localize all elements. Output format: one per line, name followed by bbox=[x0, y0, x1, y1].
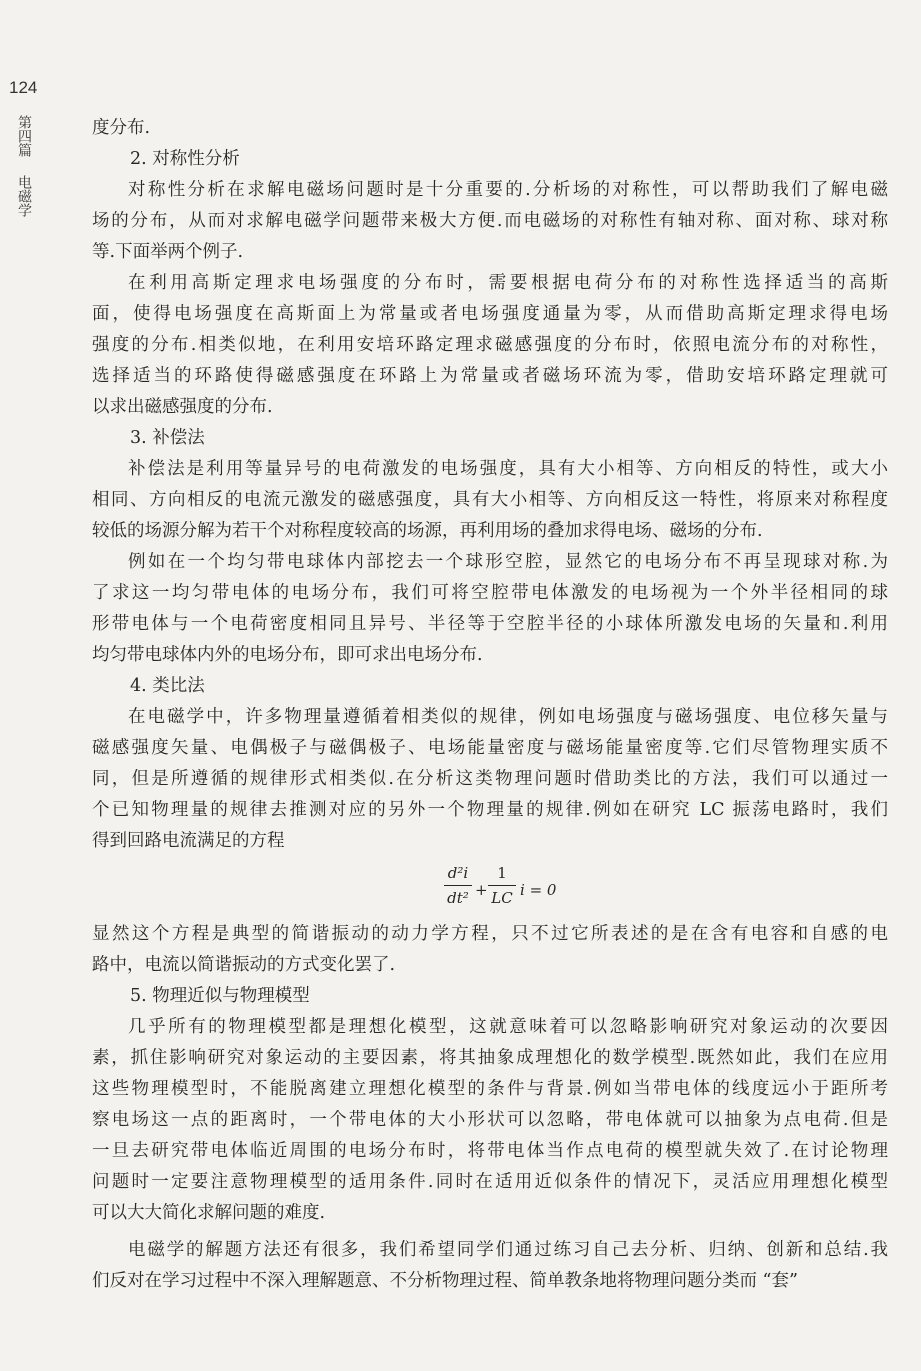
text-line: 磁感强度矢量、电偶极子与磁偶极子、电场能量密度与磁场能量密度等.它们尽管物理实质不 bbox=[92, 738, 888, 758]
paragraph bbox=[92, 702, 888, 857]
plus-sign: + bbox=[475, 881, 488, 899]
paragraph bbox=[92, 175, 888, 268]
text-line: 较低的场源分解为若干个对称程度较高的场源，再利用场的叠加求得电场、磁场的分布. bbox=[92, 521, 763, 541]
section-heading: 5. 物理近似与物理模型 bbox=[130, 986, 310, 1006]
fraction-one-over-lc bbox=[488, 863, 516, 908]
fraction-bar bbox=[488, 885, 516, 886]
text-line: 了求这一均匀带电体的电场分布，我们可将空腔带电体激发的电场视为一个外半径相同的球 bbox=[92, 583, 888, 603]
fraction-second-derivative bbox=[444, 863, 472, 908]
paragraph bbox=[92, 547, 888, 671]
text-line: 对称性分析在求解电磁场问题时是十分重要的.分析场的对称性，可以帮助我们了解电磁 bbox=[128, 180, 888, 200]
text-line: 几乎所有的物理模型都是理想化模型，这就意味着可以忽略影响研究对象运动的次要因 bbox=[128, 1017, 888, 1037]
page-body bbox=[92, 113, 888, 1297]
text-line: 个已知物理量的规律去推测对应的另外一个物理量的规律.例如在研究 LC 振荡电路时，我们 bbox=[92, 800, 888, 820]
text-line: 们反对在学习过程中不深入理解题意、不分析物理过程、简单教条地将物理问题分类而 “套” bbox=[92, 1271, 798, 1291]
text-line: 显然这个方程是典型的简谐振动的动力学方程，只不过它所表述的是在含有电容和自感的电 bbox=[92, 924, 888, 944]
text-line: 相同、方向相反的电流元激发的磁感强度，具有大小相等、方向相反这一特性，将原来对称程度 bbox=[92, 490, 888, 510]
text-line: 路中，电流以简谐振动的方式变化罢了. bbox=[92, 955, 396, 975]
section-heading: 4. 类比法 bbox=[130, 676, 205, 696]
text-line: 电磁学的解题方法还有很多，我们希望同学们通过练习自己去分析、归纳、创新和总结.我 bbox=[128, 1240, 888, 1260]
section-heading: 2. 对称性分析 bbox=[130, 149, 240, 169]
text-line: 均匀带电球体内外的电场分布，即可求出电场分布. bbox=[92, 645, 483, 665]
text-line: 得到回路电流满足的方程 bbox=[92, 831, 285, 851]
text-line: 一旦去研究带电体临近周围的电场分布时，将带电体当作点电荷的模型就失效了.在讨论物理 bbox=[92, 1141, 888, 1161]
text-line: 在电磁学中，许多物理量遵循着相类似的规律，例如电场强度与磁场强度、电位移矢量与 bbox=[128, 707, 888, 727]
equation bbox=[92, 859, 888, 919]
text-line: 察电场这一点的距离时，一个带电体的大小形状可以忽略，带电体就可以抽象为点电荷.但是 bbox=[92, 1110, 888, 1130]
section-heading: 3. 补偿法 bbox=[130, 428, 205, 448]
text-line: 场的分布，从而对求解电磁学问题带来极大方便.而电磁场的对称性有轴对称、面对称、球对称 bbox=[92, 211, 888, 231]
text-line: 这些物理模型时，不能脱离建立理想化模型的条件与背景.例如当带电体的线度远小于距所考 bbox=[92, 1079, 888, 1099]
text-line: 可以大大简化求解问题的难度. bbox=[92, 1203, 326, 1223]
text-line: 素，抓住影响研究对象运动的主要因素，将其抽象成理想化的数学模型.既然如此，我们在应用 bbox=[92, 1048, 888, 1068]
fraction-bar bbox=[444, 885, 472, 886]
text-line: 面，使得电场强度在高斯面上为常量或者电场强度通量为零，从而借助高斯定理求得电场 bbox=[92, 304, 888, 324]
equation-rhs: i = 0 bbox=[520, 881, 557, 899]
text-line: 形带电体与一个电荷密度相同且异号、半径等于空腔半径的小球体所激发电场的矢量和.利用 bbox=[92, 614, 888, 634]
text-line: 度分布. bbox=[92, 118, 151, 138]
paragraph bbox=[92, 1235, 888, 1297]
fraction-numerator: d²i bbox=[447, 864, 469, 882]
text-line: 补偿法是利用等量异号的电荷激发的电场强度，具有大小相等、方向相反的特性，或大小 bbox=[128, 459, 888, 479]
text-line: 强度的分布.相类似地，在利用安培环路定理求磁感强度的分布时，依照电流分布的对称性， bbox=[92, 335, 888, 355]
fraction-denominator: dt² bbox=[447, 889, 469, 907]
paragraph bbox=[92, 919, 888, 981]
paragraph bbox=[92, 454, 888, 547]
paragraph bbox=[92, 1012, 888, 1229]
fraction-denominator: LC bbox=[491, 889, 513, 907]
text-line: 例如在一个均匀带电球体内部挖去一个球形空腔，显然它的电场分布不再呈现球对称.为 bbox=[128, 552, 888, 572]
paragraph bbox=[92, 113, 888, 144]
paragraph bbox=[92, 268, 888, 423]
text-line: 同，但是所遵循的规律形式相类似.在分析这类物理问题时借助类比的方法，我们可以通过一 bbox=[92, 769, 888, 789]
fraction-numerator: 1 bbox=[497, 864, 507, 882]
side-part-label: 第四篇 bbox=[16, 115, 32, 157]
text-line: 问题时一定要注意物理模型的适用条件.同时在适用近似条件的情况下，灵活应用理想化模型 bbox=[92, 1172, 888, 1192]
text-line: 等.下面举两个例子. bbox=[92, 242, 244, 262]
text-line: 选择适当的环路使得磁感强度在环路上为常量或者磁场环流为零，借助安培环路定理就可 bbox=[92, 366, 888, 386]
text-line: 以求出磁感强度的分布. bbox=[92, 397, 273, 417]
text-line: 在利用高斯定理求电场强度的分布时，需要根据电荷分布的对称性选择适当的高斯 bbox=[128, 273, 888, 293]
page-number: 124 bbox=[9, 78, 38, 97]
side-subject-label: 电磁学 bbox=[16, 175, 32, 217]
